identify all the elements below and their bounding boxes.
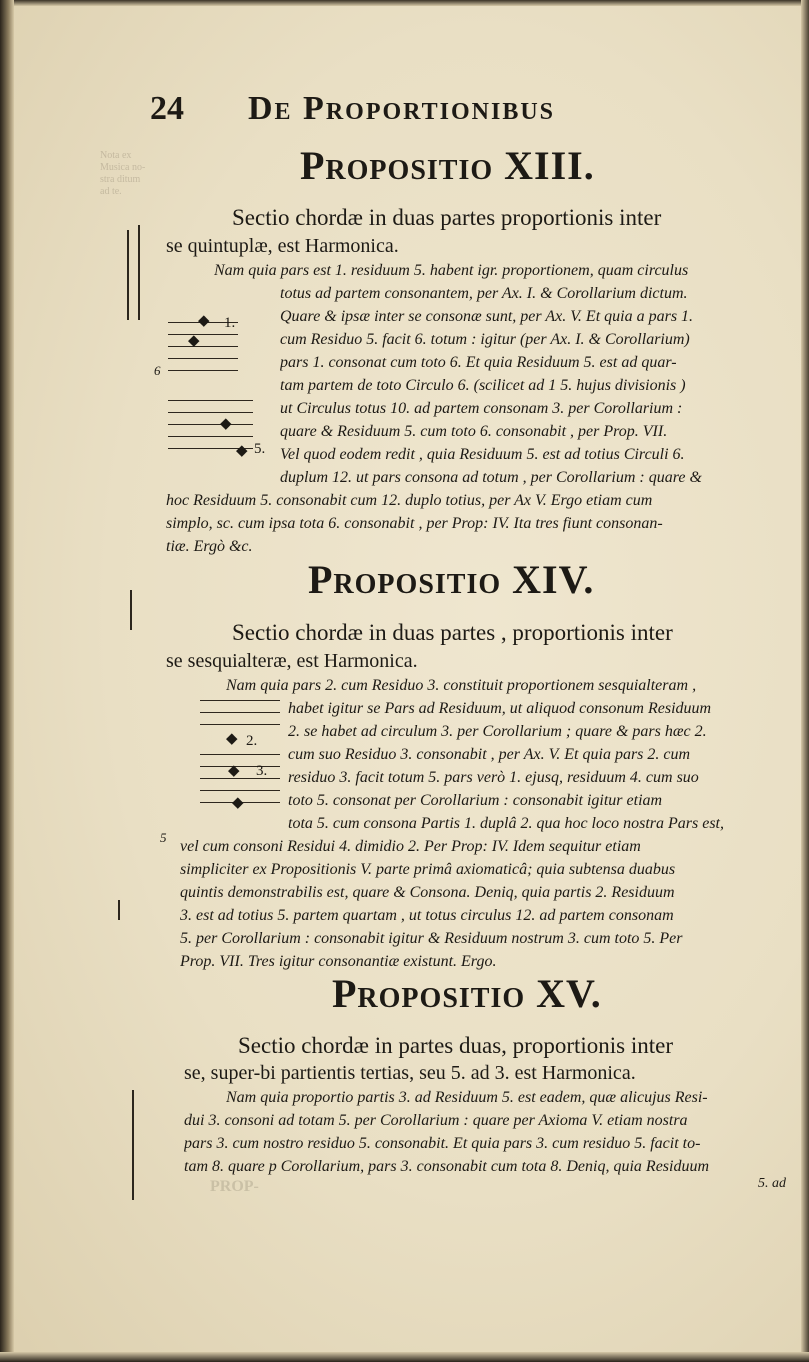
staff-label: 1. <box>224 315 236 331</box>
margin-rule <box>132 1090 134 1200</box>
catchword: 5. ad <box>758 1176 786 1191</box>
note-icon: ◆ <box>236 443 248 459</box>
proposition-title: Propositio XV. <box>332 971 602 1016</box>
page-number: 24 <box>150 90 184 127</box>
margin-mark: 6 <box>154 363 161 378</box>
note-icon: ◆ <box>220 416 232 432</box>
note-icon: ◆ <box>198 313 210 329</box>
note-icon: ◆ <box>226 731 238 747</box>
proposition-title: Propositio XIV. <box>308 557 595 602</box>
running-title: De Proportionibus <box>248 90 556 127</box>
margin-rule <box>118 900 120 920</box>
margin-rule <box>138 225 140 320</box>
proposition-body: hoc Residuum 5. consonabit cum 12. duplo totius, per Ax V. Ergo etiam cum simplo, sc. cum ipsa tota 6. consonabit , per Prop: IV. Ita tres fiunt consonan- tiæ. Ergò &c. <box>166 492 663 555</box>
enunciation-line: Sectio chordæ in duas partes , proportionis inter <box>232 620 673 645</box>
running-head <box>150 90 710 138</box>
margin-rule <box>127 230 129 320</box>
enunciation-line: se quintuplæ, est Harmonica. <box>166 235 399 257</box>
margin-rule <box>130 590 132 630</box>
page-edge-left <box>0 0 14 1362</box>
page-edge-bottom <box>0 1352 809 1362</box>
page-edge-top <box>0 0 809 6</box>
bleed-catchword: PROP- <box>210 1178 259 1195</box>
music-staff-diagram <box>168 312 268 462</box>
margin-note-ghost: Nota ex Musica no- stra ditum ad te. <box>100 150 146 197</box>
proposition-body: Nam quia proportio partis 3. ad Residuum 5. est eadem, quæ alicujus Resi- <box>226 1089 708 1106</box>
enunciation-line: se, super-bi partientis tertias, seu 5. ad 3. est Harmonica. <box>184 1062 636 1084</box>
staff-label: 5. <box>254 441 266 457</box>
proposition-body: habet igitur se Pars ad Residuum, ut aliquod consonum Residuum 2. se habet ad circulum 3. per Corollarium ; quare & pars hæc 2. cum suo Residuo 3. consonabit , per Ax. V. Et quia pars 2. cum residuo 3. facit totum 5. pars verò 1. ejusq, residuum 4. cum suo toto 5. consonat per Corollarium : consonabit igitur etiam tota 5. cum consona Partis 1. duplâ 2. qua hoc loco nostra Pars est, <box>288 700 724 832</box>
staff-label: 2. <box>246 733 258 749</box>
note-icon: ◆ <box>228 763 240 779</box>
proposition-body: dui 3. consoni ad totam 5. per Corollarium : quare per Axioma V. etiam nostra pars 3. cum nostro residuo 5. consonabit. Et quia pars 3. cum residuo 5. facit to- tam 8. quare p Corollarium, pars 3. consonabit cum tota 8. Deniq, quia Residuum <box>184 1112 710 1175</box>
proposition-title: Propositio XIII. <box>300 143 595 188</box>
note-icon: ◆ <box>232 795 244 811</box>
enunciation-line: Sectio chordæ in partes duas, proportionis inter <box>238 1033 674 1058</box>
staff-label: 3. <box>256 763 268 779</box>
enunciation-line: se sesquialteræ, est Harmonica. <box>166 650 418 672</box>
proposition-body: vel cum consoni Residui 4. dimidio 2. Per Prop: IV. Idem sequitur etiam simpliciter ex Propositionis V. parte primâ axiomaticâ; quia subtensa duabus quintis demonstrabilis est, quare & Consona. Deniq, quia partis 2. Residuum 3. est ad totius 5. partem quartam , ut totus circulus 12. ad partem consonam 5. per Corollarium : consonabit igitur & Residuum nostrum 3. cum toto 5. Per Prop. VII. Tres igitur consonantiæ existunt. Ergo. <box>180 838 683 970</box>
music-staff-diagram <box>200 690 290 820</box>
margin-mark: 5 <box>160 830 167 845</box>
proposition-body: totus ad partem consonantem, per Ax. I. & Corollarium dictum. Quare & ipsæ inter se consonæ sunt, per Ax. V. Et quia a pars 1. cum Residuo 5. facit 6. totum : igitur (per Ax. I. & Corollarium) pars 1. consonat cum toto 6. Et quia Residuum 5. est ad quar- tam partem de toto Circulo 6. (scilicet ad 1 5. hujus divisionis ) ut Circulus totus 10. ad partem consonam 3. per Corollarium : quare & Residuum 5. cum toto 6. consonabit , per Prop. VII. Vel quod eodem redit , quia Residuum 5. est ad totius Circuli 6. duplum 12. ut pars consona ad totum , per Corollarium : quare & <box>280 285 702 486</box>
note-icon: ◆ <box>188 333 200 349</box>
proposition-body: Nam quia pars 2. cum Residuo 3. constituit proportionem sesquialteram , <box>226 677 697 694</box>
enunciation-line: Sectio chordæ in duas partes proportionis inter <box>232 205 662 230</box>
page-edge-right <box>801 0 809 1362</box>
proposition-body: Nam quia pars est 1. residuum 5. habent igr. proportionem, quam circulus <box>214 262 689 279</box>
